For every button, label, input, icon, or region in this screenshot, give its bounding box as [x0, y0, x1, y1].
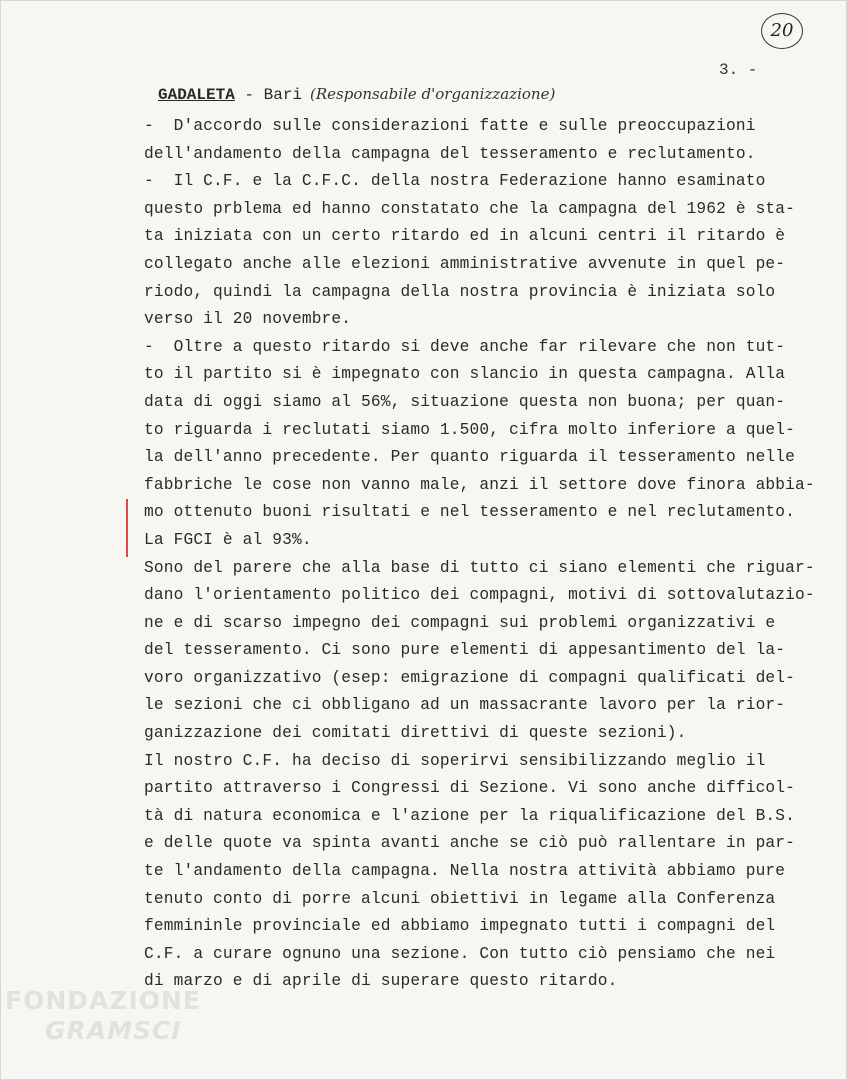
text-line: to il partito si è impegnato con slancio in questa campagna. Alla — [144, 365, 786, 384]
text-line: - Il C.F. e la C.F.C. della nostra Federazione hanno esaminato — [144, 172, 766, 191]
text-line: partito attraverso i Congressi di Sezione. Vi sono anche difficol- — [144, 779, 796, 798]
text-line: verso il 20 novembre. — [144, 310, 352, 329]
text-line: del tesseramento. Ci sono pure elementi di appesantimento del la- — [144, 641, 786, 660]
text-line: C.F. a curare ognuno una sezione. Con tutto ciò pensiamo che nei — [144, 944, 776, 963]
watermark-line-2: GRAMSCI — [45, 1016, 182, 1045]
archive-watermark — [5, 986, 201, 1046]
text-line: te l'andamento della campagna. Nella nostra attività abbiamo pure — [144, 862, 786, 881]
text-line: voro organizzativo (esep: emigrazione di compagni qualificati del- — [144, 668, 796, 687]
sheet-number: 3. - — [719, 61, 758, 79]
margin-mark — [126, 499, 128, 557]
text-line: dell'andamento della campagna del tesseramento e reclutamento. — [144, 144, 756, 163]
text-line: data di oggi siamo al 56%, situazione questa non buona; per quan- — [144, 392, 786, 411]
handwritten-role-note: (Responsabile d'organizzazione) — [310, 85, 556, 103]
text-line: le sezioni che ci obbligano ad un massacrante lavoro per la rior- — [144, 696, 786, 715]
text-line: fabbriche le cose non vanno male, anzi il settore dove finora abbia- — [144, 475, 815, 494]
text-line: tà di natura economica e l'azione per la riqualificazione del B.S. — [144, 806, 796, 825]
text-line: La FGCI è al 93%. — [144, 530, 312, 549]
text-line: femmininle provinciale ed abbiamo impegnato tutti i compagni del — [144, 917, 776, 936]
speaker-header — [158, 85, 555, 104]
text-line: la dell'anno precedente. Per quanto riguarda il tesseramento nelle — [144, 448, 796, 467]
text-line: e delle quote va spinta avanti anche se ciò può rallentare in par- — [144, 834, 796, 853]
text-line: collegato anche alle elezioni amministrative avvenute in quel pe- — [144, 254, 786, 273]
watermark-line-1: FONDAZIONE — [5, 986, 202, 1015]
speech-body — [144, 113, 824, 996]
text-line: ta iniziata con un certo ritardo ed in alcuni centri il ritardo è — [144, 227, 786, 246]
text-line: di marzo e di aprile di superare questo ritardo. — [144, 972, 618, 991]
text-line: - Oltre a questo ritardo si deve anche far rilevare che non tut- — [144, 337, 786, 356]
speaker-city: Bari — [263, 86, 303, 104]
text-line: mo ottenuto buoni risultati e nel tesseramento e nel reclutamento. — [144, 503, 796, 522]
text-line: ganizzazione dei comitati direttivi di queste sezioni). — [144, 724, 687, 743]
header-separator: - — [234, 86, 264, 104]
speaker-name: GADALETA — [158, 86, 235, 104]
archive-page-number: 20 — [761, 13, 803, 49]
text-line: Sono del parere che alla base di tutto ci siano elementi che riguar- — [144, 558, 815, 577]
text-line: tenuto conto di porre alcuni obiettivi in legame alla Conferenza — [144, 889, 776, 908]
text-line: - D'accordo sulle considerazioni fatte e sulle preoccupazioni — [144, 117, 756, 135]
text-line: Il nostro C.F. ha deciso di soperirvi sensibilizzando meglio il — [144, 751, 766, 770]
text-line: questo prblema ed hanno constatato che la campagna del 1962 è sta- — [144, 199, 796, 218]
text-line: dano l'orientamento politico dei compagni, motivi di sottovalutazio- — [144, 586, 815, 605]
text-line: ne e di scarso impegno dei compagni sui problemi organizzativi e — [144, 613, 776, 632]
text-line: to riguarda i reclutati siamo 1.500, cifra molto inferiore a quel- — [144, 420, 796, 439]
text-line: riodo, quindi la campagna della nostra provincia è iniziata solo — [144, 282, 776, 301]
